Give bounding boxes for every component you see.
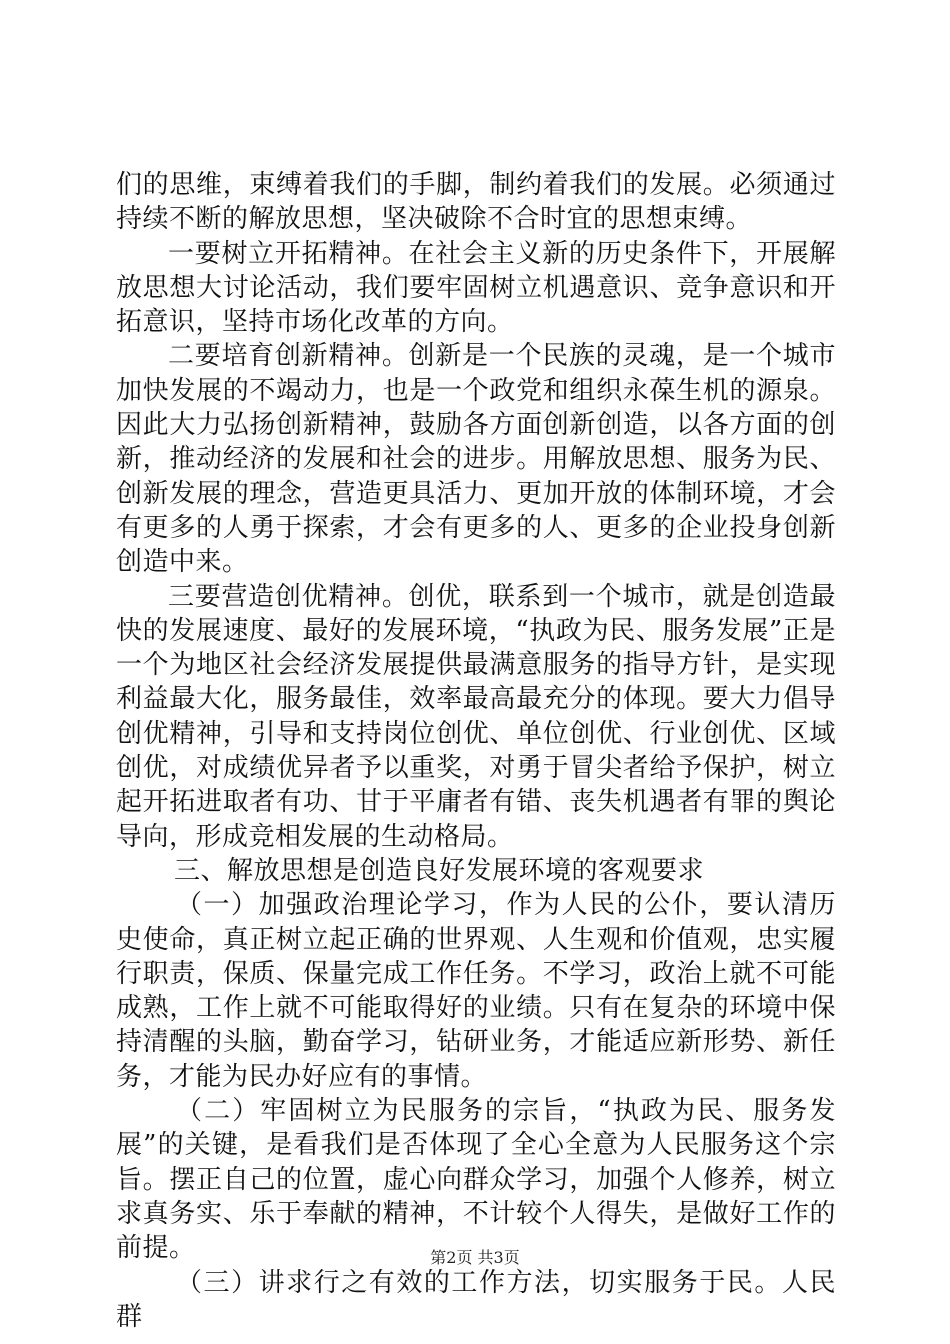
paragraph-item-three: （三）讲求行之有效的工作方法，切实服务于民。人民群 — [116, 1267, 836, 1332]
paragraph-item-two: （二）牢固树立为民服务的宗旨，“执政为民、服务发展”的关键，是看我们是否体现了全心全意为人民服务这个宗旨。摆正自己的位置，虚心向群众学习，加强个人修养，树立求真务实、乐于奉献的精神，不计较个人得失，是做好工作的前提。 — [116, 1096, 836, 1264]
document-body — [116, 168, 836, 1334]
paragraph-innovation-spirit: 二要培育创新精神。创新是一个民族的灵魂，是一个城市加快发展的不竭动力，也是一个政党和组织永葆生机的源泉。因此大力弘扬创新精神，鼓励各方面创新创造，以各方面的创新，推动经济的发展和社会的进步。用解放思想、服务为民、创新发展的理念，营造更具活力、更加开放的体制环境，才会有更多的人勇于探索，才会有更多的人、更多的企业投身创新创造中来。 — [116, 341, 836, 578]
paragraph-excellence-spirit: 三要营造创优精神。创优，联系到一个城市，就是创造最快的发展速度、最好的发展环境，“执政为民、服务发展”正是一个为地区社会经济发展提供最满意服务的指导方针，是实现利益最大化，服务最佳，效率最高最充分的体现。要大力倡导创优精神，引导和支持岗位创优、单位创优、行业创优、区域创优，对成绩优异者予以重奖，对勇于冒尖者给予保护，树立起开拓进取者有功、甘于平庸者有错、丧失机遇者有罪的舆论导向，形成竞相发展的生动格局。 — [116, 581, 836, 852]
paragraph-continuation: 们的思维，束缚着我们的手脚，制约着我们的发展。必须通过持续不断的解放思想，坚决破除不合时宜的思想束缚。 — [116, 170, 836, 235]
page-footer: 第2页 共3页 — [430, 1248, 520, 1267]
section-heading: 三、解放思想是创造良好发展环境的客观要求 — [174, 855, 705, 886]
paragraph-pioneering-spirit: 一要树立开拓精神。在社会主义新的历史条件下，开展解放思想大讨论活动，我们要牢固树立机遇意识、竞争意识和开拓意识，坚持市场化改革的方向。 — [116, 238, 836, 338]
paragraph-item-one: （一）加强政治理论学习，作为人民的公仆，要认清历史使命，真正树立起正确的世界观、人生观和价值观，忠实履行职责，保质、保量完成工作任务。不学习，政治上就不可能成熟，工作上就不可能取得好的业绩。只有在复杂的环境中保持清醒的头脑，勤奋学习，钻研业务，才能适应新形势、新任务，才能为民办好应有的事情。 — [116, 890, 836, 1092]
